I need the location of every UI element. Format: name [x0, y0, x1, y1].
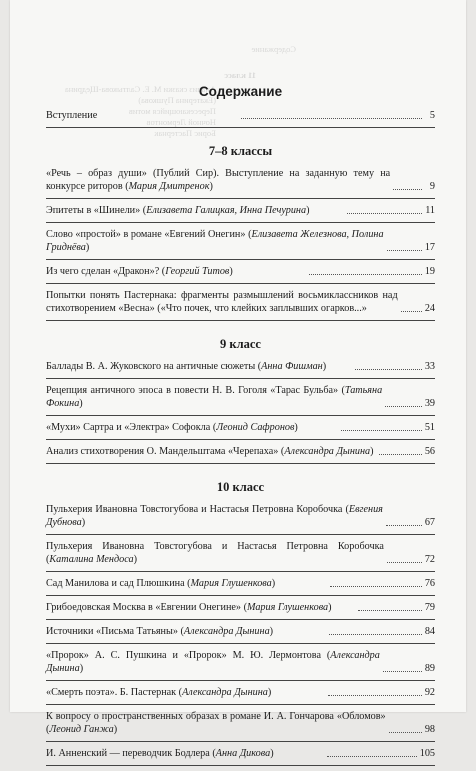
leader-dots [387, 562, 422, 563]
toc-entry-author: Леонид Сафронов [216, 422, 295, 433]
toc-entry-text: Грибоедовская Москва в «Евгении Онегине» [46, 602, 242, 613]
toc-entry [46, 289, 435, 315]
toc-entry-text: Рецепция античного эпоса в повести Н. В. Гоголя «Тарас Бульба» [46, 385, 339, 396]
toc-entry [46, 228, 435, 254]
entry-underline [46, 415, 435, 416]
toc-entry [46, 649, 435, 675]
toc-entry-page: 76 [424, 578, 435, 589]
toc-entry-page: 105 [419, 748, 436, 759]
bleed-line: Пересекающийся мотив [128, 106, 216, 116]
toc-entry-page: 79 [424, 602, 435, 613]
toc-entry-author: Александра Дынина [182, 687, 268, 698]
toc-entry-author: Леонид Ганжа [49, 724, 114, 735]
toc-entry-title: Грибоедовская Москва в «Евгении Онегине» (Мария Глушенкова) [46, 602, 332, 613]
leader-dots [327, 756, 417, 757]
toc-entry-text: «Речь – образ души» (Публий Сир). Выступление на заданную тему на конкурсе риторов [46, 168, 391, 192]
toc-entry-text: Из чего сделан «Дракон»? [46, 266, 160, 277]
leader-dots [393, 189, 422, 190]
section-heading: 9 класс [220, 337, 261, 351]
entry-underline [46, 283, 435, 284]
leader-dots [401, 311, 422, 312]
toc-entry [46, 265, 435, 278]
toc-entry [46, 601, 435, 614]
toc-entry-title: Эпитеты в «Шинели» (Елизавета Галицкая, Инна Печурина) [46, 205, 310, 216]
toc-entry [46, 577, 435, 590]
toc-entry-title: Слово «простой» в романе «Евгений Онегин» (Елизавета Железнова, Полина Гриднёва) [46, 229, 384, 253]
toc-entry-page: 67 [424, 517, 435, 528]
toc-entry [46, 710, 435, 736]
entry-underline [46, 571, 435, 572]
toc-entry [46, 625, 435, 638]
toc-entry-text: И. Анненский — переводчик Бодлера [46, 748, 210, 759]
toc-entry [46, 747, 435, 760]
toc-entry-title: Пульхерия Ивановна Товстогубова и Настасья Петровна Коробочка (Каталина Мендоса) [46, 541, 384, 565]
toc-entry-author: Елизавета Железнова, Полина Гриднёва [46, 229, 384, 253]
toc-entry-intro [46, 109, 435, 122]
leader-dots [358, 610, 422, 611]
toc-entry-text: К вопросу о пространственных образах в романе И. А. Гончарова «Обломов» [46, 711, 386, 722]
toc-entry [46, 445, 435, 458]
toc-entry-text: Эпитеты в «Шинели» [46, 205, 141, 216]
toc-entry-page: 17 [424, 242, 435, 253]
toc-entry-page: 51 [424, 422, 436, 433]
entry-underline [46, 378, 435, 379]
entry-underline [46, 439, 435, 440]
entry-underline [46, 222, 435, 223]
toc-entry-author: Елизавета Галицкая, Инна Печурина [146, 205, 307, 216]
entry-underline [46, 680, 435, 681]
section-heading: 7–8 классы [208, 144, 273, 158]
toc-entry [46, 167, 435, 193]
entry-underline [46, 741, 435, 742]
toc-entry [46, 204, 435, 217]
toc-entry-page: 84 [424, 626, 436, 637]
toc-entry-page: 98 [424, 724, 435, 735]
bleed-through-heading: 11 класс [224, 70, 256, 80]
toc-entry [46, 421, 435, 434]
toc-entry-title: Пульхерия Ивановна Товстогубова и Настасья Петровна Коробочка (Евгения Дубнова) [46, 504, 383, 528]
toc-entry-page: 11 [425, 205, 436, 216]
entry-underline [46, 259, 435, 260]
toc-entry-text: «Смерть поэта». Б. Пастернак [46, 687, 177, 698]
toc-entry-author: Анна Дикова [215, 748, 271, 759]
toc-entry-author: Мария Глушенкова [246, 602, 329, 613]
toc-entry-author: Александра Дынина [284, 446, 371, 457]
toc-entry-title: Сад Манилова и сад Плюшкина (Мария Глушенкова) [46, 578, 276, 589]
toc-sections [46, 144, 435, 766]
toc-entry-title: Вступление [46, 110, 98, 121]
toc-entry [46, 503, 435, 529]
toc-entry-title: «Речь – образ души» (Публий Сир). Выступление на заданную тему на конкурсе риторов (Мария Дмитренок) [46, 168, 391, 192]
toc-entry-title: «Пророк» А. С. Пушкина и «Пророк» М. Ю. Лермонтова (Александра Дынина) [46, 650, 380, 674]
book-page [10, 0, 466, 759]
toc-entry-author: Анна Фишман [261, 361, 323, 372]
toc-entry-page: 24 [424, 303, 435, 314]
entry-underline [46, 463, 435, 464]
leader-dots [347, 213, 422, 214]
toc-entry-author: Евгения Дубнова [46, 504, 383, 528]
leader-dots [383, 671, 422, 672]
leader-dots [387, 250, 422, 251]
leader-dots [329, 634, 422, 635]
entry-underline [46, 619, 435, 620]
toc-entry [46, 360, 435, 373]
leader-dots [355, 369, 421, 370]
entry-underline [46, 704, 435, 705]
leader-dots [379, 454, 422, 455]
leader-dots [341, 430, 422, 431]
toc-entry-text: Анализ стихотворения О. Мандельштама «Черепаха» [46, 446, 279, 457]
entry-underline [46, 643, 435, 644]
bleed-line: Борис Пастернак [154, 128, 216, 138]
toc-entry-page: 72 [424, 554, 435, 565]
toc-entry-title: Из чего сделан «Дракон»? (Георгий Титов) [46, 266, 233, 277]
toc-entry-page: 5 [429, 110, 435, 121]
toc-entry-text: Слово «простой» в романе «Евгений Онегин» [46, 229, 246, 240]
toc-entry-page: 33 [424, 361, 436, 372]
toc-entry-text: Сад Манилова и сад Плюшкина [46, 578, 185, 589]
toc-entry-page: 39 [424, 398, 435, 409]
toc-entry-author: Татьяна Фокина [46, 385, 383, 409]
toc-entry [46, 540, 435, 566]
toc-entry-title: Источники «Письма Татьяны» (Александра Дынина) [46, 626, 274, 637]
toc-entry-text: Попытки понять Пастернака: фрагменты размышлений восьмиклассников над стихотворением «Весна» («Что почек, что клейких заплывших огарков...» [46, 290, 398, 314]
toc-entry-text: Баллады В. А. Жуковского на античные сюжеты [46, 361, 256, 372]
toc-entry-page: 19 [424, 266, 436, 277]
toc-entry-title: «Мухи» Сартра и «Электра» Софокла (Леонид Сафронов) [46, 422, 298, 433]
toc-entry-title: Рецепция античного эпоса в повести Н. В. Гоголя «Тарас Бульба» (Татьяна Фокина) [46, 385, 383, 409]
toc-entry [46, 384, 435, 410]
toc-entry-author: Каталина Мендоса [49, 554, 134, 565]
toc-entry-title: И. Анненский — переводчик Бодлера (Анна Дикова) [46, 748, 274, 759]
leader-dots [328, 695, 422, 696]
entry-underline [46, 320, 435, 321]
toc-entry-page: 9 [429, 181, 435, 192]
toc-entry-author: Мария Дмитренок [128, 181, 210, 192]
leader-dots [386, 525, 422, 526]
bleed-line: Анализ сказки М. Е. Салтыкова-Щедрина [64, 84, 216, 94]
toc-entry-author: Александра Дынина [183, 626, 270, 637]
toc-entry-author: Александра Дынина [46, 650, 380, 674]
toc-entry-title: «Смерть поэта». Б. Пастернак (Александра Дынина) [46, 687, 272, 698]
bleed-line: (Екатерина Пушкова) [138, 95, 216, 105]
entry-underline [46, 765, 435, 766]
leader-dots [385, 406, 422, 407]
entry-underline [46, 595, 435, 596]
toc-entry-page: 89 [424, 663, 435, 674]
entry-underline [46, 534, 435, 535]
toc-entry-text: Пульхерия Ивановна Товстогубова и Настасья Петровна Коробочка [46, 541, 384, 552]
leader-dots [241, 118, 422, 119]
toc-entry-author: Мария Глушенкова [190, 578, 272, 589]
leader-dots [330, 586, 422, 587]
toc-entry-text: Источники «Письма Татьяны» [46, 626, 178, 637]
toc-entry [46, 686, 435, 699]
leader-dots [389, 732, 422, 733]
toc-entry-page: 92 [424, 687, 435, 698]
toc-entry-page: 56 [424, 446, 435, 457]
toc-entry-title: К вопросу о пространственных образах в романе И. А. Гончарова «Обломов» (Леонид Ганжа) [46, 711, 386, 735]
toc-entry-text: «Пророк» А. С. Пушкина и «Пророк» М. Ю. Лермонтова [46, 650, 321, 661]
entry-underline [46, 198, 435, 199]
toc-entry-author: Георгий Титов [165, 266, 230, 277]
section-heading: 10 класс [216, 480, 265, 494]
toc-entry-text: «Мухи» Сартра и «Электра» Софокла [46, 422, 211, 433]
leader-dots [309, 274, 422, 275]
toc-entry-title: Баллады В. А. Жуковского на античные сюжеты (Анна Фишман) [46, 361, 327, 372]
entry-underline [46, 127, 435, 128]
toc-entry-title: Анализ стихотворения О. Мандельштама «Черепаха» (Александра Дынина) [46, 446, 374, 457]
bleed-through-header: Содержание [251, 44, 296, 54]
toc-entry-title [46, 289, 398, 315]
bleed-line: Ночной Лермонтов [146, 117, 216, 127]
toc-entry-text: Пульхерия Ивановна Товстогубова и Настасья Петровна Коробочка [46, 504, 343, 515]
table-of-contents [46, 84, 435, 771]
page-title: Содержание [198, 84, 283, 99]
